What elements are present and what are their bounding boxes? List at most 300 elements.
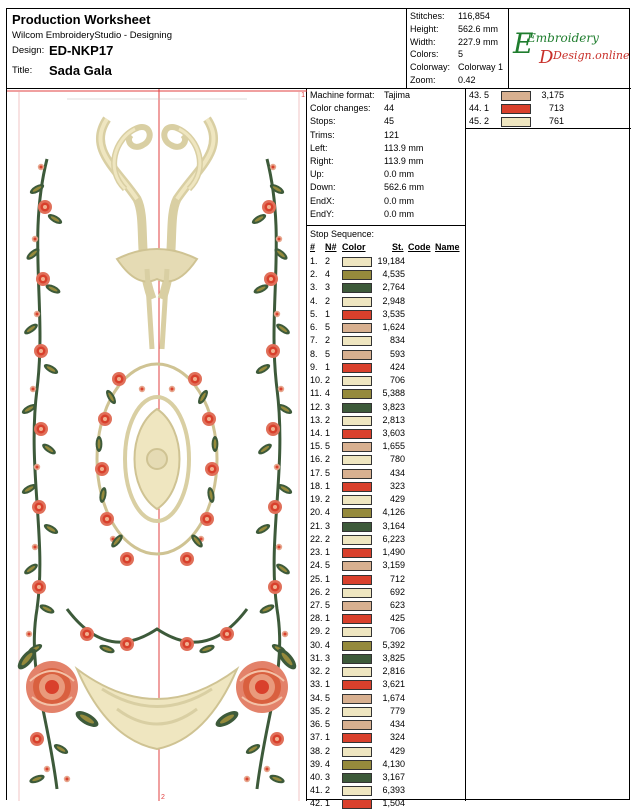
stat-value: Colorway 1 <box>458 62 504 73</box>
color-swatch <box>342 469 372 479</box>
stop-sequence-title: Stop Sequence: <box>310 229 375 239</box>
stop-stitches: 3,603 <box>382 427 405 438</box>
stop-number: 31. <box>310 652 323 663</box>
machine-info-value: 113.9 mm <box>384 142 424 153</box>
machine-info-row <box>310 116 465 129</box>
stop-stitches: 5,388 <box>382 388 405 399</box>
stop-stitches: 424 <box>389 361 405 372</box>
stop-needle: 5 <box>325 441 331 452</box>
stop-row <box>307 679 465 692</box>
stat-row <box>410 24 510 36</box>
stop-row <box>307 507 465 520</box>
color-swatch <box>342 482 372 492</box>
stop-number: 10. <box>310 375 323 386</box>
stop-row <box>307 785 465 798</box>
stop-needle: 1 <box>325 573 331 584</box>
stats-panel <box>407 9 509 89</box>
color-swatch <box>342 747 372 757</box>
stop-needle: 4 <box>325 639 331 650</box>
stop-stitches: 4,130 <box>382 758 405 769</box>
stop-needle: 2 <box>325 586 331 597</box>
machine-info-label: EndY: <box>310 208 335 219</box>
stop-row <box>307 282 465 295</box>
stop-row <box>307 402 465 415</box>
application-name: Wilcom EmbroideryStudio - Designing <box>12 30 172 41</box>
stop-needle: 5 <box>484 90 490 100</box>
color-swatch <box>342 283 372 293</box>
machine-info-value: 45 <box>384 116 395 127</box>
title-label: Title: <box>12 65 33 76</box>
stop-number: 1. <box>310 256 318 266</box>
stop-stitches: 706 <box>389 626 405 637</box>
stop-number: 39. <box>310 758 323 769</box>
logo-initial-d: D <box>539 47 554 68</box>
stop-row <box>307 798 465 811</box>
stop-needle: 2 <box>484 116 490 127</box>
machine-info-label: Right: <box>310 156 334 166</box>
title-value: Sada Gala <box>49 63 112 78</box>
stop-stitches: 3,175 <box>541 90 564 100</box>
stop-needle: 1 <box>325 613 331 624</box>
stop-number: 23. <box>310 547 323 558</box>
stop-stitches: 429 <box>389 494 405 505</box>
stop-stitches: 2,948 <box>382 295 405 306</box>
color-swatch <box>501 104 531 114</box>
stop-row <box>466 103 624 116</box>
stop-number: 28. <box>310 613 323 624</box>
stop-stitches: 3,159 <box>382 560 405 571</box>
stat-row <box>410 49 510 61</box>
machine-info-row <box>310 130 465 143</box>
stop-row <box>307 468 465 481</box>
machine-info-row <box>310 143 465 156</box>
stop-row <box>307 706 465 719</box>
stop-stitches: 623 <box>389 599 405 610</box>
stop-stitches: 1,624 <box>382 322 405 333</box>
stop-row <box>307 746 465 759</box>
stop-stitches: 2,816 <box>382 666 405 677</box>
color-swatch <box>342 323 372 333</box>
stop-needle: 2 <box>325 256 331 266</box>
col-header-color: Color <box>342 242 366 252</box>
stop-row <box>466 116 624 129</box>
stop-stitches: 1,655 <box>382 441 405 452</box>
machine-info-label: Color changes: <box>310 103 371 114</box>
section-divider <box>307 225 465 226</box>
stop-number: 17. <box>310 467 323 478</box>
color-swatch <box>342 786 372 796</box>
design-value: ED-NKP17 <box>49 43 114 58</box>
stop-needle: 3 <box>325 771 331 782</box>
worksheet-frame <box>6 8 630 809</box>
stop-number: 14. <box>310 427 323 438</box>
logo-text-embroidery: Embroidery <box>527 31 599 45</box>
color-swatch <box>342 429 372 439</box>
stop-row <box>307 481 465 494</box>
stop-stitches: 780 <box>389 454 405 465</box>
stop-row <box>307 772 465 785</box>
stop-number: 2. <box>310 269 318 280</box>
col-header-code: Code <box>408 242 431 252</box>
stop-needle: 2 <box>325 335 331 346</box>
stop-stitches: 1,674 <box>382 692 405 703</box>
stop-stitches: 834 <box>389 335 405 346</box>
stop-number: 21. <box>310 520 323 531</box>
stop-needle: 1 <box>325 361 331 372</box>
design-marker-bottom: 2 <box>161 794 165 801</box>
color-swatch <box>501 117 531 127</box>
color-swatch <box>342 614 372 624</box>
stop-number: 12. <box>310 401 323 412</box>
color-swatch <box>342 376 372 386</box>
stop-number: 11. <box>310 388 322 399</box>
machine-info-row <box>310 182 465 195</box>
stop-needle: 1 <box>325 732 331 743</box>
stop-needle: 4 <box>325 507 331 518</box>
stop-needle: 4 <box>325 758 331 769</box>
color-swatch <box>342 310 372 320</box>
header-info <box>7 9 407 89</box>
stop-needle: 5 <box>325 348 331 359</box>
stop-row <box>307 613 465 626</box>
machine-info-label: EndX: <box>310 195 335 206</box>
col-header-needle: N# <box>325 242 337 252</box>
stat-value: 5 <box>458 49 464 60</box>
stop-number: 13. <box>310 414 323 425</box>
worksheet-title: Production Worksheet <box>12 12 151 27</box>
color-swatch <box>342 799 372 809</box>
machine-info-value: 0.0 mm <box>384 195 415 206</box>
stop-needle: 5 <box>325 322 331 333</box>
color-swatch <box>342 389 372 399</box>
color-swatch <box>342 760 372 770</box>
stop-needle: 5 <box>325 599 331 610</box>
stop-stitches: 6,393 <box>382 785 405 796</box>
stop-number: 42. <box>310 798 323 809</box>
color-swatch <box>342 257 372 267</box>
stop-stitches: 713 <box>548 103 564 114</box>
stop-needle: 2 <box>325 533 331 544</box>
stop-needle: 2 <box>325 705 331 716</box>
stat-row <box>410 37 510 49</box>
stop-row <box>307 587 465 600</box>
stop-needle: 1 <box>325 427 331 438</box>
stat-label: Colorway: <box>410 62 451 73</box>
stop-number: 33. <box>310 679 323 690</box>
machine-info-row <box>310 209 465 222</box>
stop-row <box>307 521 465 534</box>
machine-info-value: 0.0 mm <box>384 208 415 219</box>
stop-number: 6. <box>310 322 318 333</box>
color-swatch <box>342 707 372 717</box>
color-swatch <box>342 680 372 690</box>
brand-logo <box>509 9 631 89</box>
stop-row <box>307 415 465 428</box>
stop-needle: 3 <box>325 520 331 531</box>
stat-label: Zoom: <box>410 75 436 85</box>
stat-value: 227.9 mm <box>458 36 499 47</box>
machine-info-label: Left: <box>310 142 328 153</box>
stop-needle: 4 <box>325 388 331 399</box>
stop-stitches: 324 <box>389 732 405 743</box>
stop-stitches: 692 <box>389 586 405 597</box>
stop-number: 29. <box>310 626 323 637</box>
machine-info-row <box>310 169 465 182</box>
stop-row <box>307 375 465 388</box>
machine-info-row <box>310 196 465 209</box>
color-swatch <box>342 561 372 571</box>
stop-row <box>307 349 465 362</box>
stop-stitches: 434 <box>389 467 405 478</box>
stop-stitches: 323 <box>389 480 405 491</box>
stop-number: 19. <box>310 494 323 505</box>
machine-info-value: 113.9 mm <box>384 156 424 166</box>
color-swatch <box>342 588 372 598</box>
stop-number: 9. <box>310 361 318 372</box>
stop-needle: 2 <box>325 745 331 756</box>
stop-stitches: 3,164 <box>382 520 405 531</box>
stop-number: 30. <box>310 639 323 650</box>
stop-needle: 2 <box>325 295 331 306</box>
machine-info-row <box>310 90 465 103</box>
machine-info-label: Stops: <box>310 116 336 127</box>
machine-info-value: 562.6 mm <box>384 182 425 193</box>
machine-info-value: 121 <box>384 129 400 140</box>
machine-info-panel <box>307 89 466 809</box>
stop-number: 38. <box>310 745 323 756</box>
stop-stitches: 6,223 <box>382 533 405 544</box>
stat-row <box>410 75 510 87</box>
color-swatch <box>342 297 372 307</box>
stop-needle: 1 <box>325 480 331 491</box>
stop-needle: 5 <box>325 692 331 703</box>
stop-row <box>307 759 465 772</box>
color-swatch <box>342 522 372 532</box>
stop-row <box>307 362 465 375</box>
stop-number: 27. <box>310 599 323 610</box>
color-swatch <box>501 91 531 101</box>
color-swatch <box>342 641 372 651</box>
stop-needle: 3 <box>325 652 331 663</box>
col-header-name: Name <box>435 242 460 252</box>
stop-number: 8. <box>310 348 318 359</box>
stop-stitches: 4,535 <box>382 269 405 280</box>
stop-needle: 3 <box>325 282 331 293</box>
stop-stitches: 1,504 <box>382 798 405 809</box>
stop-stitches: 3,825 <box>382 652 405 663</box>
stop-number: 40. <box>310 771 323 782</box>
stop-row <box>307 335 465 348</box>
stop-stitches: 1,490 <box>382 547 405 558</box>
stop-row <box>307 574 465 587</box>
col-header-num: # <box>310 242 316 252</box>
stop-sequence-continued <box>466 89 631 801</box>
stat-row <box>410 11 510 23</box>
stop-row <box>307 560 465 573</box>
stop-number: 24. <box>310 560 323 571</box>
stop-row <box>307 256 465 269</box>
stop-stitches: 3,621 <box>382 679 405 690</box>
color-swatch <box>342 363 372 373</box>
stop-stitches: 3,823 <box>382 401 405 412</box>
stat-label: Width: <box>410 36 436 47</box>
stop-stitches: 593 <box>389 348 405 359</box>
color-swatch <box>342 654 372 664</box>
stop-row <box>307 732 465 745</box>
machine-info-value: 44 <box>384 103 395 114</box>
stop-row <box>307 547 465 560</box>
stop-number: 5. <box>310 308 318 319</box>
logo-text-design-online: Design.online <box>553 49 630 62</box>
stop-row <box>307 666 465 679</box>
stop-stitches: 425 <box>389 613 405 624</box>
stop-number: 45. <box>469 116 482 127</box>
stop-number: 4. <box>310 295 318 306</box>
stop-needle: 5 <box>325 719 331 730</box>
color-swatch <box>342 442 372 452</box>
stop-row <box>307 309 465 322</box>
stop-stitches: 706 <box>389 375 405 386</box>
color-swatch <box>342 416 372 426</box>
stop-stitches: 434 <box>389 719 405 730</box>
stop-needle: 1 <box>325 798 331 809</box>
stop-number: 7. <box>310 335 318 346</box>
stop-number: 26. <box>310 586 323 597</box>
stop-needle: 4 <box>325 269 331 280</box>
stat-label: Colors: <box>410 49 439 60</box>
stop-needle: 2 <box>325 785 331 796</box>
stop-row <box>307 719 465 732</box>
color-swatch <box>342 270 372 280</box>
stop-needle: 3 <box>325 401 331 412</box>
machine-info-label: Machine format: <box>310 90 375 100</box>
stop-needle: 5 <box>325 560 331 571</box>
stop-row <box>307 296 465 309</box>
stop-number: 37. <box>310 732 323 743</box>
stop-number: 25. <box>310 573 323 584</box>
stop-stitches: 3,167 <box>382 771 405 782</box>
machine-info-row <box>310 103 465 116</box>
stop-row <box>466 90 624 103</box>
continued-rows <box>466 89 631 129</box>
stop-stitches: 779 <box>389 705 405 716</box>
machine-info-label: Trims: <box>310 129 335 140</box>
stop-stitches: 2,813 <box>382 414 405 425</box>
color-swatch <box>342 336 372 346</box>
stop-number: 43. <box>469 90 482 100</box>
stop-needle: 1 <box>325 547 331 558</box>
machine-info-label: Up: <box>310 169 325 180</box>
color-swatch <box>342 601 372 611</box>
stop-row <box>307 454 465 467</box>
stop-number: 41. <box>310 785 323 796</box>
stop-needle: 2 <box>325 454 331 465</box>
design-label: Design: <box>12 45 45 56</box>
stop-number: 18. <box>310 480 323 491</box>
stop-number: 34. <box>310 692 323 703</box>
stop-number: 20. <box>310 507 323 518</box>
stop-row <box>307 693 465 706</box>
color-swatch <box>342 694 372 704</box>
color-swatch <box>342 495 372 505</box>
logo-initial-e: E <box>513 27 534 60</box>
stat-row <box>410 62 510 74</box>
col-header-stitches: St. <box>392 242 404 252</box>
stop-stitches: 761 <box>548 116 564 127</box>
stop-row <box>307 640 465 653</box>
stat-value: 562.6 mm <box>458 23 499 34</box>
stop-row <box>307 626 465 639</box>
embroidery-design-image <box>7 89 307 801</box>
stat-label: Stitches: <box>410 11 445 21</box>
color-swatch <box>342 350 372 360</box>
color-swatch <box>342 455 372 465</box>
stop-needle: 1 <box>325 308 331 319</box>
stop-row <box>307 428 465 441</box>
stop-row <box>307 269 465 282</box>
color-swatch <box>342 403 372 413</box>
stop-number: 3. <box>310 282 318 293</box>
stop-row <box>307 534 465 547</box>
stop-number: 15. <box>310 441 323 452</box>
stop-number: 16. <box>310 454 323 465</box>
color-swatch <box>342 667 372 677</box>
stop-row <box>307 388 465 401</box>
stop-needle: 1 <box>325 679 331 690</box>
stop-row <box>307 600 465 613</box>
stop-number: 44. <box>469 103 482 114</box>
stop-stitches: 19,184 <box>377 256 405 266</box>
stat-value: 116,854 <box>458 11 490 21</box>
stop-needle: 5 <box>325 467 331 478</box>
machine-info-row <box>310 156 465 169</box>
stop-row <box>307 653 465 666</box>
stop-row <box>307 322 465 335</box>
stop-needle: 2 <box>325 375 331 386</box>
design-preview <box>7 89 307 801</box>
stop-needle: 2 <box>325 626 331 637</box>
color-swatch <box>342 575 372 585</box>
machine-info-value: 0.0 mm <box>384 169 415 180</box>
stop-number: 35. <box>310 705 323 716</box>
stop-needle: 2 <box>325 494 331 505</box>
stop-number: 32. <box>310 666 323 677</box>
color-swatch <box>342 627 372 637</box>
design-marker-top: 1 <box>301 92 305 99</box>
stop-stitches: 3,535 <box>382 308 405 319</box>
color-swatch <box>342 548 372 558</box>
stat-value: 0.42 <box>458 75 476 85</box>
stop-needle: 2 <box>325 666 331 677</box>
stop-stitches: 429 <box>389 745 405 756</box>
stop-number: 36. <box>310 719 323 730</box>
stop-needle: 1 <box>484 103 490 114</box>
color-swatch <box>342 773 372 783</box>
color-swatch <box>342 508 372 518</box>
color-swatch <box>342 720 372 730</box>
stop-stitches: 4,126 <box>382 507 405 518</box>
machine-info-label: Down: <box>310 182 336 193</box>
color-swatch <box>342 733 372 743</box>
machine-info-value: Tajima <box>384 90 411 100</box>
stop-stitches: 712 <box>389 573 405 584</box>
stop-row <box>307 441 465 454</box>
color-swatch <box>342 535 372 545</box>
stat-label: Height: <box>410 23 439 34</box>
stop-number: 22. <box>310 533 323 544</box>
stop-stitches: 2,764 <box>382 282 405 293</box>
stop-stitches: 5,392 <box>382 639 405 650</box>
